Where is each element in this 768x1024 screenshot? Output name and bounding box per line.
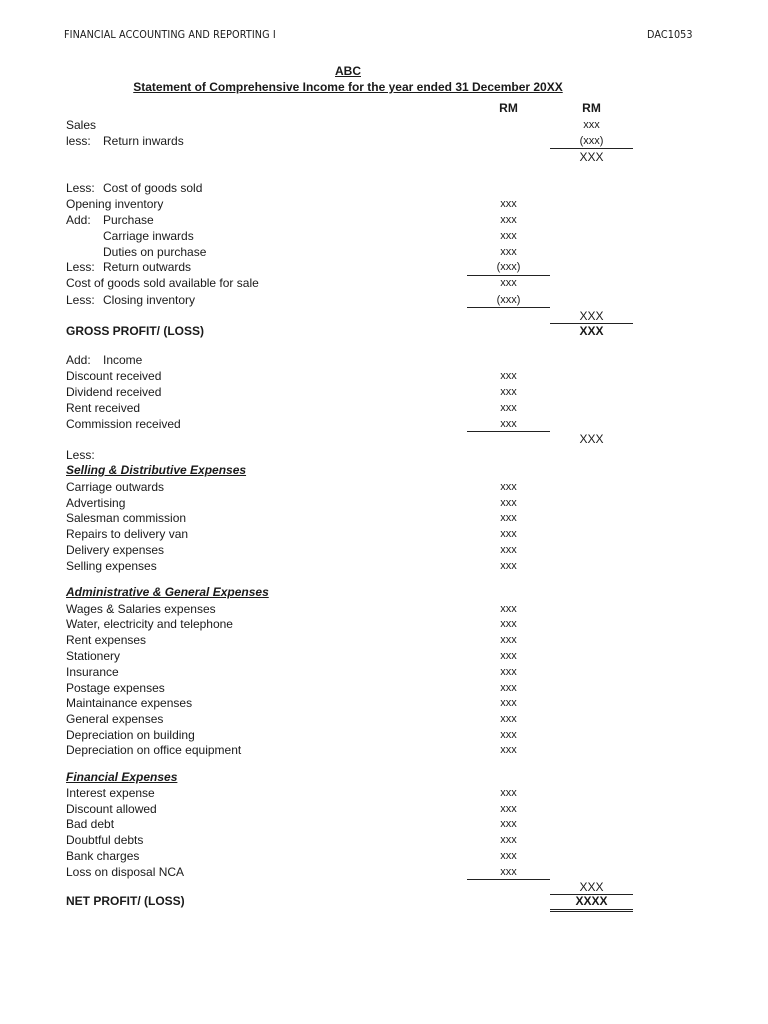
- amount-total: XXX: [579, 880, 604, 894]
- row-label: Doubtful debts: [66, 833, 144, 847]
- row-label: Bank charges: [66, 849, 140, 863]
- amount: xxx: [500, 560, 517, 572]
- row-label: Insurance: [66, 665, 119, 679]
- row-return-inwards: [0, 133, 768, 149]
- amount: xxx: [500, 666, 517, 678]
- amount: xxx: [500, 713, 517, 725]
- amount: xxx: [500, 512, 517, 524]
- amount: xxx: [500, 803, 517, 815]
- section-title: Administrative & General Expenses: [66, 585, 269, 599]
- row-label: Dividend received: [66, 385, 162, 399]
- amount: xxx: [500, 818, 517, 830]
- row-stationery: [0, 648, 768, 664]
- statement-title: Statement of Comprehensive Income for the year ended 31 December 20XX: [133, 80, 563, 94]
- row-less-heading: [0, 447, 768, 463]
- row-doubtful-debts: [0, 832, 768, 848]
- row-label: Postage expenses: [66, 681, 165, 695]
- amount: xxx: [500, 744, 517, 756]
- row-keyword: Add:: [66, 353, 91, 367]
- double-underline-rule: [550, 909, 633, 912]
- row-depreciation-building: [0, 727, 768, 743]
- row-advertising: [0, 495, 768, 511]
- row-label: Bad debt: [66, 817, 115, 831]
- row-bank-charges: [0, 848, 768, 864]
- row-label: Carriage outwards: [66, 480, 165, 494]
- amount-total: xxx: [583, 119, 600, 131]
- row-cogs-available: [0, 275, 768, 291]
- row-label: Selling expenses: [66, 559, 157, 573]
- course-title: FINANCIAL ACCOUNTING AND REPORTING I: [64, 29, 276, 41]
- row-label: GROSS PROFIT/ (LOSS): [66, 324, 205, 338]
- row-label: Stationery: [66, 649, 121, 663]
- amount: (xxx): [496, 261, 521, 273]
- amount: xxx: [500, 230, 517, 242]
- row-cogs-heading: [0, 180, 768, 196]
- amount: xxx: [500, 618, 517, 630]
- amount: xxx: [500, 402, 517, 414]
- row-purchase: [0, 212, 768, 228]
- row-discount-received: [0, 368, 768, 384]
- row-label: Commission received: [66, 417, 181, 431]
- column-header-rm-2: RM: [582, 101, 601, 115]
- row-carriage-outwards: [0, 479, 768, 495]
- row-label: Return outwards: [103, 260, 192, 274]
- row-closing-inventory: [0, 292, 768, 308]
- row-label: Water, electricity and telephone: [66, 617, 233, 631]
- row-label: Loss on disposal NCA: [66, 865, 185, 879]
- amount: xxx: [500, 697, 517, 709]
- section-title: Selling & Distributive Expenses: [66, 463, 247, 477]
- amount-total: XXX: [579, 432, 604, 446]
- row-label: Delivery expenses: [66, 543, 165, 557]
- row-label: Rent received: [66, 401, 141, 415]
- amount: xxx: [500, 198, 517, 210]
- row-loss-on-disposal: [0, 864, 768, 880]
- amount: xxx: [500, 386, 517, 398]
- row-general-expenses: [0, 711, 768, 727]
- row-delivery-expenses: [0, 542, 768, 558]
- row-label: Income: [103, 353, 143, 367]
- row-net-profit: [0, 893, 768, 909]
- row-label: Salesman commission: [66, 511, 187, 525]
- amount: xxx: [500, 277, 517, 289]
- row-sales: [0, 117, 768, 133]
- amount: xxx: [500, 528, 517, 540]
- row-duties-on-purchase: [0, 244, 768, 260]
- row-label: General expenses: [66, 712, 164, 726]
- amount-total: (xxx): [579, 135, 604, 147]
- amount: xxx: [500, 834, 517, 846]
- row-income-heading: [0, 352, 768, 368]
- amount: xxx: [500, 603, 517, 615]
- column-header-rm-1: RM: [499, 101, 518, 115]
- row-label: Wages & Salaries expenses: [66, 602, 216, 616]
- row-insurance: [0, 664, 768, 680]
- amount: xxx: [500, 729, 517, 741]
- amount: xxx: [500, 850, 517, 862]
- amount: xxx: [500, 214, 517, 226]
- row-label: Maintainance expenses: [66, 696, 193, 710]
- row-utilities: [0, 616, 768, 632]
- row-keyword: Less:: [66, 181, 95, 195]
- row-gross-profit: [0, 323, 768, 339]
- amount: xxx: [500, 544, 517, 556]
- row-income-total: [0, 431, 768, 447]
- row-repairs-delivery-van: [0, 526, 768, 542]
- amount: xxx: [500, 246, 517, 258]
- row-label: Discount received: [66, 369, 162, 383]
- section-financial-expenses: [0, 769, 768, 785]
- row-label: NET PROFIT/ (LOSS): [66, 894, 185, 908]
- row-keyword: Less:: [66, 260, 95, 274]
- row-maintenance-expenses: [0, 695, 768, 711]
- row-salesman-commission: [0, 510, 768, 526]
- row-postage-expenses: [0, 680, 768, 696]
- row-rent-expenses: [0, 632, 768, 648]
- row-label: Cost of goods sold available for sale: [66, 276, 259, 290]
- row-label: Interest expense: [66, 786, 155, 800]
- amount: xxx: [500, 866, 517, 878]
- row-return-outwards: [0, 259, 768, 275]
- row-label: Discount allowed: [66, 802, 157, 816]
- row-interest-expense: [0, 785, 768, 801]
- row-label: Less:: [66, 448, 95, 462]
- amount-total: XXX: [579, 324, 604, 338]
- row-keyword: less:: [66, 134, 91, 148]
- amount-total: XXX: [579, 309, 604, 323]
- row-depreciation-office-equipment: [0, 742, 768, 758]
- row-label: Opening inventory: [66, 197, 164, 211]
- row-dividend-received: [0, 384, 768, 400]
- row-label: Closing inventory: [103, 293, 196, 307]
- amount: xxx: [500, 650, 517, 662]
- company-name: ABC: [335, 64, 361, 78]
- row-net-sales: [0, 149, 768, 165]
- row-label: Carriage inwards: [103, 229, 194, 243]
- row-carriage-inwards: [0, 228, 768, 244]
- row-label: Repairs to delivery van: [66, 527, 189, 541]
- row-label: Advertising: [66, 496, 126, 510]
- row-discount-allowed: [0, 801, 768, 817]
- amount: xxx: [500, 497, 517, 509]
- row-wages-salaries: [0, 601, 768, 617]
- amount-total: XXXX: [575, 894, 608, 908]
- amount: xxx: [500, 634, 517, 646]
- row-commission-received: [0, 416, 768, 432]
- amount: xxx: [500, 370, 517, 382]
- row-opening-inventory: [0, 196, 768, 212]
- amount: xxx: [500, 481, 517, 493]
- amount-total: XXX: [579, 150, 604, 164]
- amount: xxx: [500, 682, 517, 694]
- row-label: Depreciation on building: [66, 728, 195, 742]
- amount: (xxx): [496, 294, 521, 306]
- row-label: Return inwards: [103, 134, 184, 148]
- row-keyword: Add:: [66, 213, 91, 227]
- amount: xxx: [500, 418, 517, 430]
- row-cogs-total: [0, 308, 768, 324]
- row-label: Cost of goods sold: [103, 181, 203, 195]
- row-bad-debt: [0, 816, 768, 832]
- row-label: Sales: [66, 118, 97, 132]
- row-label: Purchase: [103, 213, 154, 227]
- row-rent-received: [0, 400, 768, 416]
- row-keyword: Less:: [66, 293, 95, 307]
- section-administrative-general: [0, 584, 768, 600]
- row-selling-expenses: [0, 558, 768, 574]
- row-label: Duties on purchase: [103, 245, 207, 259]
- amount: xxx: [500, 787, 517, 799]
- row-label: Depreciation on office equipment: [66, 743, 242, 757]
- section-title: Financial Expenses: [66, 770, 178, 784]
- section-selling-distributive: [0, 462, 768, 478]
- row-label: Rent expenses: [66, 633, 147, 647]
- course-code: DAC1053: [647, 29, 693, 41]
